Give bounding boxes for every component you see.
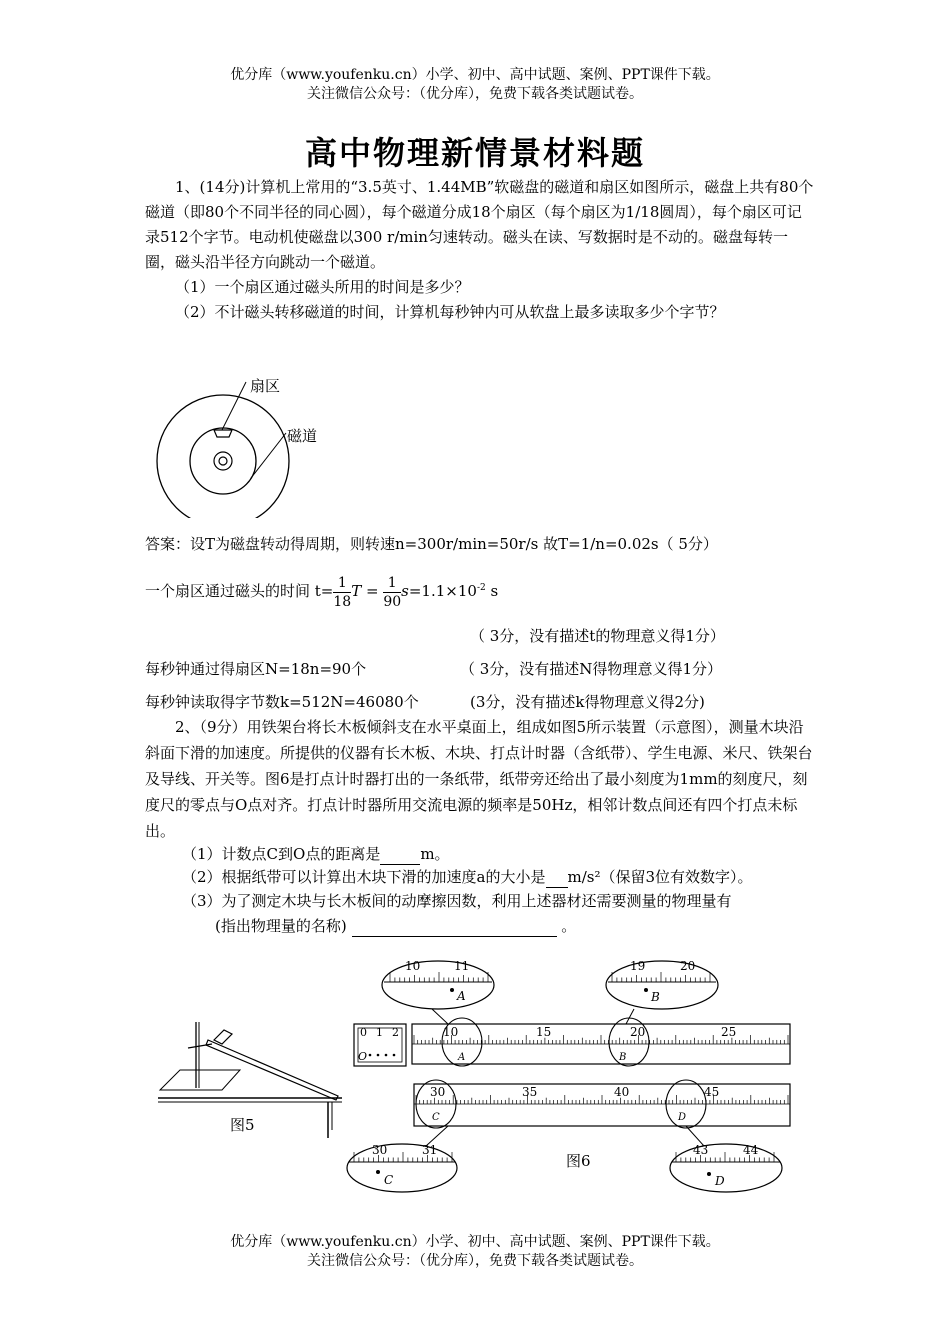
- row2-label-35: 35: [522, 1085, 538, 1099]
- q2-sub3-line2: [215, 916, 576, 937]
- answer-2-unit: s: [485, 582, 499, 600]
- q1-answer-4-score: (3分，没有描述k得物理意义得2分): [470, 693, 705, 711]
- zoom-D: [670, 1143, 782, 1192]
- q1-sub1: （1）一个扇区通过磁头所用的时间是多少？: [175, 278, 470, 296]
- power-base: 10: [457, 582, 477, 600]
- tape-dot: [377, 1054, 380, 1057]
- q1-answer-2: [145, 568, 498, 611]
- zoom-A-dot: [450, 988, 454, 992]
- q2-sub1-unit: m。: [420, 845, 450, 863]
- tape-row-1: [412, 1018, 790, 1066]
- unit-seconds: s: [401, 582, 409, 600]
- zoom-D-label-1: 43: [693, 1143, 709, 1157]
- figure-5-caption: 图5: [230, 1116, 255, 1134]
- row2-label-30: 30: [430, 1085, 446, 1099]
- tape-point-D: D: [678, 1112, 687, 1123]
- start-label-0: 0: [360, 1026, 367, 1039]
- q2-sub3-end: 。: [561, 917, 577, 935]
- row2-label-45: 45: [704, 1085, 720, 1099]
- zoom-A: [382, 959, 494, 1009]
- q1-answer-2-score: （ 3分，没有描述t的物理意义得1分）: [470, 627, 725, 645]
- q2-sub3: （3）为了测定木块与长木板间的动摩擦因数，利用上述器材还需要测量的物理量有: [182, 892, 732, 910]
- page-title: 高中物理新情景材料题: [304, 134, 645, 172]
- figure-5-apparatus: [150, 1010, 350, 1140]
- fraction-numerator: 1: [333, 574, 351, 593]
- row2-label-40: 40: [614, 1085, 630, 1099]
- figure-6-tape: [340, 952, 800, 1196]
- track-label: 磁道: [287, 427, 318, 445]
- equals-sign: =: [361, 582, 384, 600]
- disk-hub-dot: [219, 457, 227, 465]
- answer-blank-acceleration[interactable]: [546, 867, 568, 888]
- stand-base: [160, 1070, 240, 1090]
- fraction-numerator: 1: [383, 574, 401, 593]
- q2-sub1: [182, 844, 450, 865]
- answer-2-result: =1.1×: [408, 582, 458, 600]
- zoom-B-label-2: 20: [680, 959, 696, 973]
- fraction-denominator: 18: [333, 593, 352, 610]
- power-exponent: -2: [476, 583, 486, 593]
- zoom-A-label-2: 11: [454, 959, 470, 973]
- q2-sub2-unit: m/s²（保留3位有效数字）。: [567, 868, 753, 886]
- q2-sub1-text: （1）计数点C到O点的距离是: [182, 845, 381, 863]
- disk-middle-circle: [190, 428, 256, 494]
- zoom-C-label-1: 30: [372, 1143, 388, 1157]
- start-label-1: 1: [376, 1026, 383, 1039]
- row1-label-15: 15: [536, 1025, 552, 1039]
- zoom-C-label-2: 31: [422, 1143, 438, 1157]
- q2-stem: 2、（9分）用铁架台将长木板倾斜支在水平桌面上，组成如图5所示装置（示意图），测量木块沿斜面下滑的加速度。所提供的仪器有长木板、木块、打点计时器（含纸带）、学生电源、米尺、铁架台及导线、开关等。图6是打点计时器打出的一条纸带，纸带旁还给出了最小刻度为1mm的刻度尺，刻度尺的零点与O点对齐。打点计时器所用交流电源的频率是50Hz，相邻计数点间还有四个打点未标出。: [145, 718, 813, 840]
- footer-line-1: 优分库（www.youfenku.cn）小学、初中、高中试题、案例、PPT课件下载。: [230, 1234, 720, 1250]
- period-symbol: T: [351, 582, 362, 600]
- header-line-2: 关注微信公众号：（优分库），免费下载各类试题试卷。: [307, 86, 643, 102]
- header-line-1: 优分库（www.youfenku.cn）小学、初中、高中试题、案例、PPT课件下载。: [230, 67, 720, 83]
- zoom-A-point: A: [457, 989, 466, 1003]
- answer-blank-quantity[interactable]: [352, 916, 557, 937]
- q1-sub2: （2）不计磁头转移磁道的时间，计算机每秒钟内可从软盘上最多读取多少个字节？: [175, 303, 725, 321]
- q1-answer-4: 每秒钟读取得字节数k=512N=46080个: [145, 693, 419, 711]
- row1-label-20: 20: [630, 1025, 646, 1039]
- sector-leader-line: [222, 382, 246, 430]
- zoom-C: [347, 1143, 457, 1192]
- tape-point-C: C: [432, 1112, 440, 1123]
- fraction-denominator: 90: [383, 593, 402, 610]
- zoom-C-dot: [376, 1170, 380, 1174]
- zoom-D-dot: [707, 1172, 711, 1176]
- tape-point-A: A: [458, 1052, 466, 1063]
- q2-sub2-text: （2）根据纸带可以计算出木块下滑的加速度a的大小是: [182, 868, 546, 886]
- zoom-B-dot: [644, 988, 648, 992]
- fraction-1-90: [383, 574, 401, 611]
- zoom-D-label-2: 44: [743, 1143, 759, 1157]
- zoom-B-point: B: [651, 990, 660, 1004]
- row1-label-10: 10: [443, 1025, 459, 1039]
- tape-dot: [369, 1054, 372, 1057]
- zoom-C-point: C: [384, 1173, 394, 1187]
- zoom-B: [606, 959, 718, 1009]
- sector-label: 扇区: [250, 377, 281, 395]
- row1-label-25: 25: [721, 1025, 737, 1039]
- sector-block: [214, 430, 232, 437]
- fraction-1-18: [333, 574, 351, 611]
- zoom-D-point: D: [715, 1174, 725, 1188]
- answer-2-prefix: 一个扇区通过磁头的时间 t=: [145, 582, 334, 600]
- tape-circle-B: [609, 1018, 649, 1066]
- q2-sub2: [182, 867, 753, 888]
- connector-A: [432, 1009, 448, 1024]
- tape-dot: [393, 1054, 396, 1057]
- disk-hub-circle: [214, 452, 232, 470]
- zoom-A-label-1: 10: [405, 959, 421, 973]
- tape-point-B: B: [619, 1052, 627, 1063]
- footer-line-2: 关注微信公众号：（优分库），免费下载各类试题试卷。: [307, 1253, 643, 1269]
- disk-figure: [150, 368, 350, 518]
- origin-label: O: [358, 1050, 368, 1063]
- q1-answer-3-score: （ 3分，没有描述N得物理意义得1分）: [460, 660, 722, 678]
- wooden-block: [214, 1030, 232, 1044]
- connector-B: [626, 1009, 634, 1024]
- track-leader-line: [251, 433, 286, 478]
- q1-answer-3: 每秒钟通过得扇区N=18n=90个: [145, 660, 367, 678]
- start-label-2: 2: [392, 1026, 399, 1039]
- tape-row-2: [414, 1080, 790, 1128]
- q1-stem: 1、(14分)计算机上常用的“3.5英寸、1.44MB”软磁盘的磁道和扇区如图所示，磁盘上共有80个磁道（即80个不同半径的同心圆），每个磁道分成18个扇区（每个扇区为1/18圆周），每个扇区可记录512个字节。电动机使磁盘以300 r/min匀速转动。磁头在读、写数据时是不动的。磁盘每转一圈，磁头沿半径方向跳动一个磁道。: [145, 178, 814, 271]
- tape-start-box: [354, 1024, 406, 1066]
- figure-6-caption: 图6: [566, 1152, 591, 1170]
- answer-blank-distance[interactable]: [380, 844, 420, 865]
- zoom-B-label-1: 19: [630, 959, 646, 973]
- q1-answer-1: 答案：设T为磁盘转动得周期，则转速n=300r/min=50r/s 故T=1/n=0.02s（ 5分）: [145, 535, 718, 553]
- tape-dot: [385, 1054, 388, 1057]
- q2-sub3-hint: (指出物理量的名称): [215, 917, 347, 935]
